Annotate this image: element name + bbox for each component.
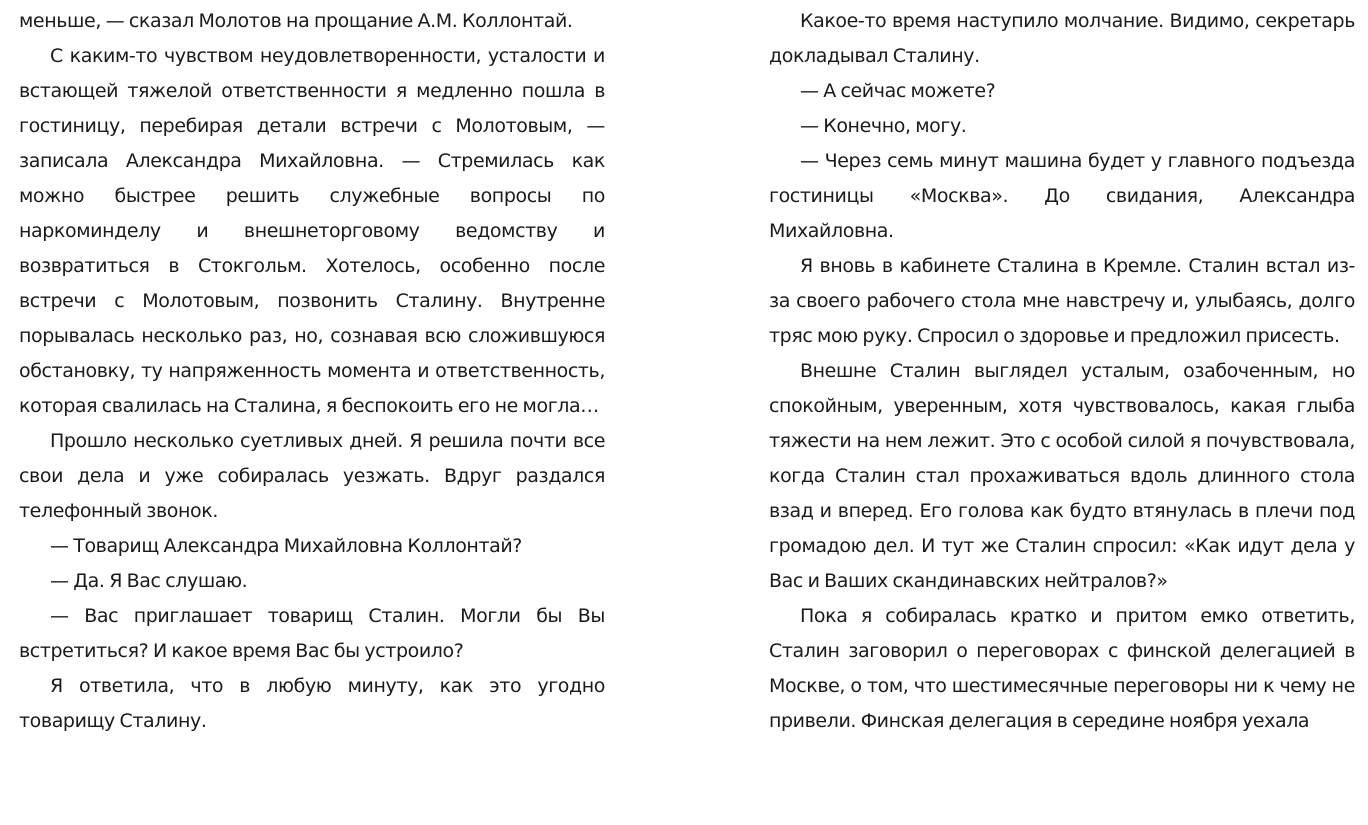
paragraph: С каким-то чувством неудовлетворенности, усталости и встающей тяжелой ответственности я медленно пошла в гостиницу, перебирая детали встречи с Молотовым, — записала Александра Михайловна. — Стремилась как можно быстрее решить служебные вопросы по наркоминделу и внешнеторговому ведомству и возвратиться в Стокгольм. Хотелось, особенно после встречи с Молотовым, позвонить Сталину. Внутренне порывалась несколько раз, но, сознавая всю сложившуюся обстановку, ту напряженность момента и ответственность, которая свалилась на Сталина, я беспокоить его не могла… <box>19 45 605 417</box>
right-page-column <box>769 4 1355 739</box>
paragraph: Я ответила, что в любую минуту, как это угодно товарищу Сталину. <box>19 675 605 732</box>
left-page-column <box>19 4 605 739</box>
paragraph: — Вас приглашает товарищ Сталин. Могли бы Вы встретиться? И какое время Вас бы устроило? <box>19 605 605 662</box>
paragraph: Я вновь в кабинете Сталина в Кремле. Сталин встал из-за своего рабочего стола мне навстречу и, улыбаясь, долго тряс мою руку. Спросил о здоровье и предложил присесть. <box>769 255 1355 347</box>
paragraph: — Да. Я Вас слушаю. <box>50 570 248 592</box>
paragraph: Какое-то время наступило молчание. Видимо, секретарь докладывал Сталину. <box>769 10 1355 67</box>
paragraph: Пока я собиралась кратко и притом емко ответить, Сталин заговорил о переговорах с финской делегацией в Москве, о том, что шестимесячные переговоры ни к чему не привели. Финская делегация в середине ноября уехала <box>769 605 1355 732</box>
paragraph: меньше, — сказал Молотов на прощание А.М. Коллонтай. <box>19 10 573 32</box>
paragraph: — Конечно, могу. <box>800 115 967 137</box>
paragraph: — Через семь минут машина будет у главного подъезда гостиницы «Москва». До свидания, Александра Михайловна. <box>769 150 1355 242</box>
paragraph: Прошло несколько суетливых дней. Я решила почти все свои дела и уже собиралась уезжать. Вдруг раздался телефонный звонок. <box>19 430 605 522</box>
paragraph: — А сейчас можете? <box>800 80 996 102</box>
paragraph: Внешне Сталин выглядел усталым, озабоченным, но спокойным, уверенным, хотя чувствовалось, какая глыба тяжести на нем лежит. Это с особой силой я почувствовала, когда Сталин стал прохаживаться вдоль длинного стола взад и вперед. Его голова как будто втянулась в плечи под громадою дел. И тут же Сталин спросил: «Как идут дела у Вас и Ваших скандинавских нейтралов?» <box>769 360 1355 592</box>
paragraph: — Товарищ Александра Михайловна Коллонтай? <box>50 535 522 557</box>
